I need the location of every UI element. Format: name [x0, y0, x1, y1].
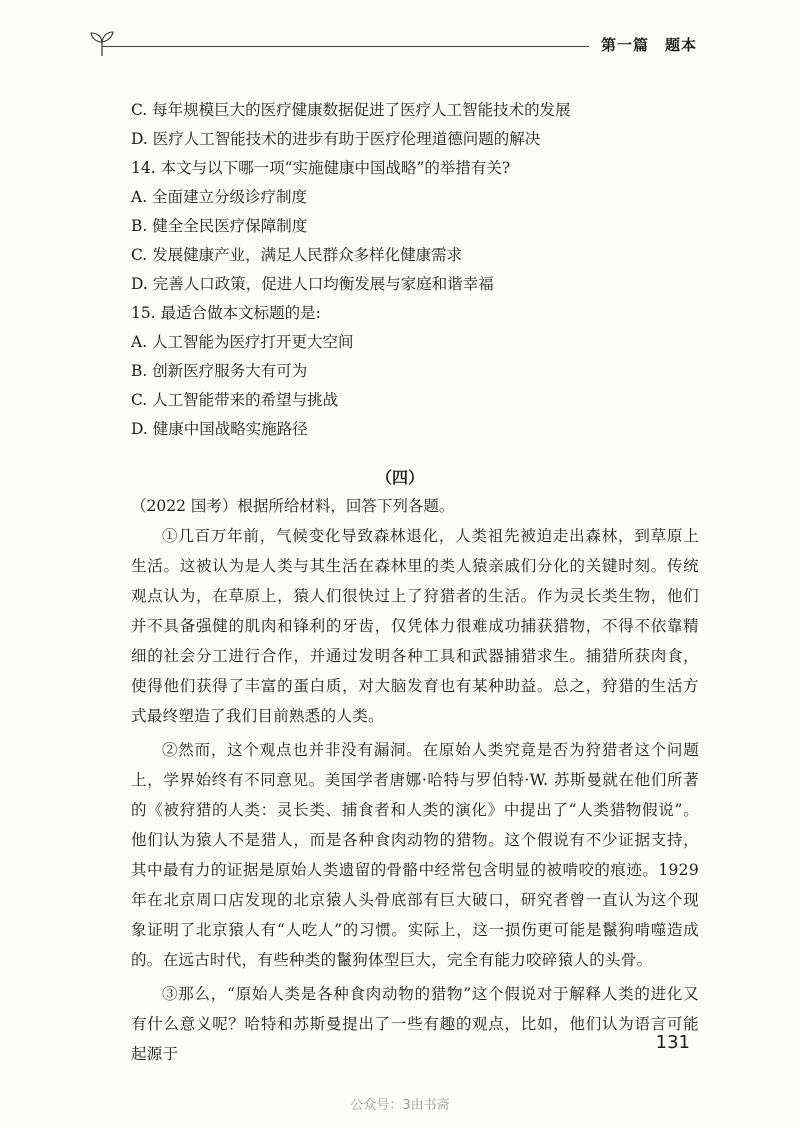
option-line: D. 健康中国战略实施路径: [131, 420, 308, 438]
watermark: 公众号：3由书斋: [350, 1098, 450, 1113]
option-line: C. 每年规模巨大的医疗健康数据促进了医疗人工智能技术的发展: [131, 101, 571, 119]
option-line: B. 健全全民医疗保障制度: [131, 217, 308, 235]
option-line: A. 人工智能为医疗打开更大空间: [131, 333, 354, 351]
sprout-icon: [88, 30, 122, 58]
header-rule: [102, 46, 589, 47]
question-line: 14. 本文与以下哪一项“实施健康中国战略”的举措有关?: [131, 159, 511, 177]
option-line: A. 全面建立分级诊疗制度: [131, 188, 308, 206]
paragraph-2: ②然而，这个观点也并非没有漏洞。在原始人类究竟是否为狩猎者这个问题上，学界始终有不同意见。美国学者唐娜·哈特与罗伯特·W. 苏斯曼就在他们所著的《被狩猎的人类：灵长类、捕食者和人类的演化》中提出了“人类猎物假说”。他们认为猿人不是猎人，而是各种食肉动物的猎物。这个假说有不少证据支持，其中最有力的证据是原始人类遗留的骨骼中经常包含明显的被啃咬的痕迹。1929 年在北京周口店发现的北京猿人头骨底部有巨大破口，研究者曾一直认为这个现象证明了北京猿人有“人吃人”的习惯。实际上，这一损伤更可能是鬣狗啃噬造成的。在远古时代，有些种类的鬣狗体型巨大，完全有能力咬碎猿人的头骨。: [131, 741, 699, 969]
page-number: 131: [655, 1032, 690, 1053]
option-line: D. 医疗人工智能技术的进步有助于医疗伦理道德问题的解决: [131, 130, 541, 148]
passage: [131, 521, 699, 1073]
option-line: C. 人工智能带来的希望与挑战: [131, 391, 339, 409]
header-title: 第一篇 题本: [600, 36, 697, 54]
paragraph-3: ③那么，“原始人类是各种食肉动物的猎物”这个假说对于解释人类的进化又有什么意义呢？哈特和苏斯曼提出了一些有趣的观点，比如，他们认为语言可能起源于: [131, 985, 699, 1063]
section-intro: （2022 国考）根据所给材料，回答下列各题。: [131, 497, 455, 515]
option-line: C. 发展健康产业，满足人民群众多样化健康需求: [131, 246, 463, 264]
paragraph-1: ①几百万年前，气候变化导致森林退化，人类祖先被迫走出森林，到草原上生活。这被认为是人类与其生活在森林里的类人猿亲戚们分化的关键时刻。传统观点认为，在草原上，猿人们很快过上了狩猎者的生活。作为灵长类生物，他们并不具备强健的肌肉和锋利的牙齿，仅凭体力很难成功捕获猎物，不得不依靠精细的社会分工进行合作，并通过发明各种工具和武器捕猎求生。捕猎所获肉食，使得他们获得了丰富的蛋白质，对大脑发育也有某种助益。总之，狩猎的生活方式最终塑造了我们目前熟悉的人类。: [131, 527, 699, 725]
section-title: （四）: [375, 468, 424, 487]
option-line: D. 完善人口政策，促进人口均衡发展与家庭和谐幸福: [131, 275, 494, 293]
question-line: 15. 最适合做本文标题的是:: [131, 304, 321, 322]
option-line: B. 创新医疗服务大有可为: [131, 362, 308, 380]
question-options: [131, 96, 711, 444]
page-header: [88, 30, 697, 58]
